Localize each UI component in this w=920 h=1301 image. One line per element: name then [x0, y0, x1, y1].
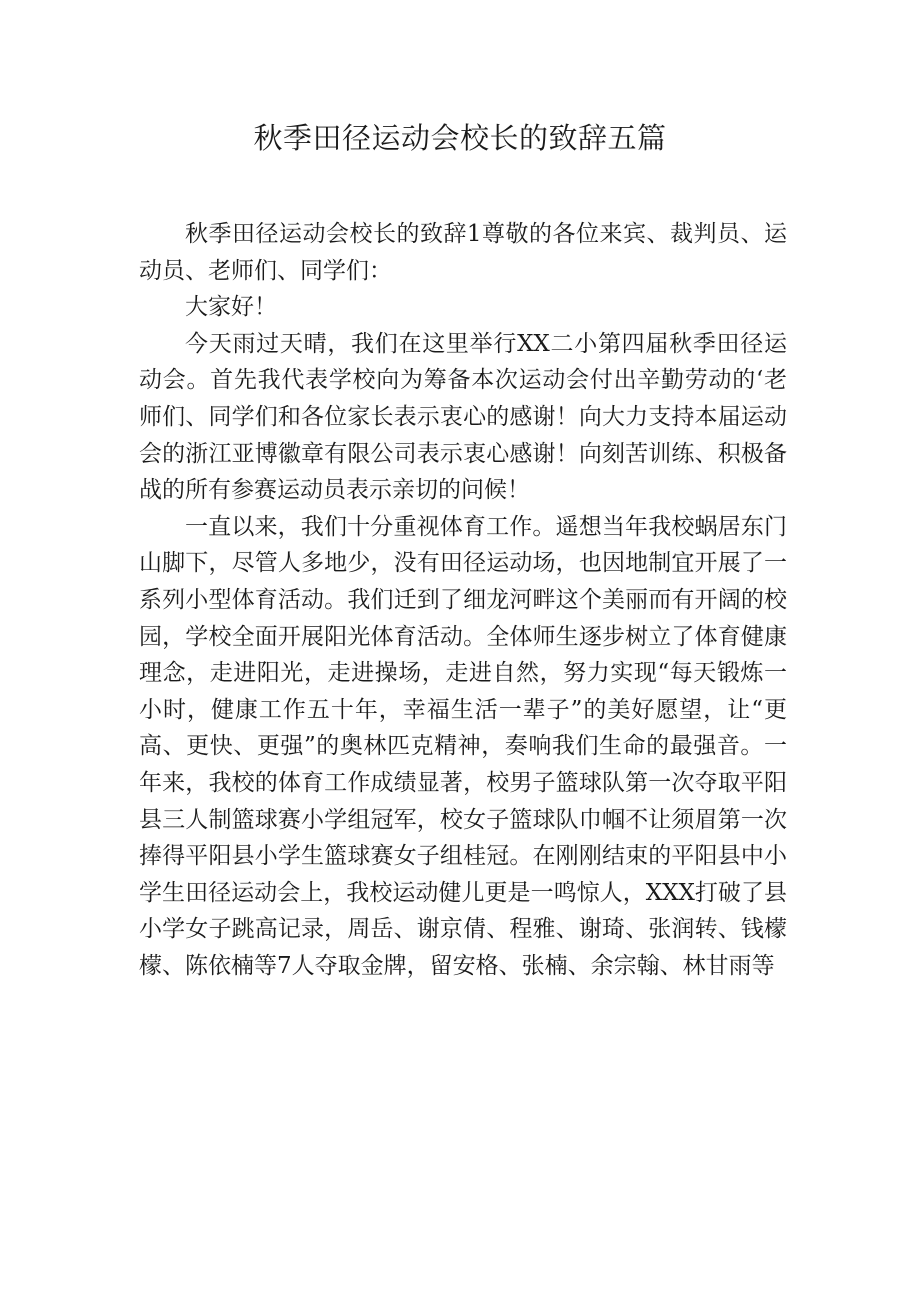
paragraph-sports-achievements: 一直以来，我们十分重视体育工作。遥想当年我校蜗居东门山脚下，尽管人多地少，没有田径运动场，也因地制宜开展了一系列小型体育活动。我们迁到了细龙河畔这个美丽而有开阔的校园，学校全面开展阳光体育活动。全体师生逐步树立了体育健康理念，走进阳光，走进操场，走进自然，努力实现“每天锻炼一小时，健康工作五十年，幸福生活一辈子”的美好愿望，让“更高、更快、更强”的奥林匹克精神，奏响我们生命的最强音。一年来，我校的体育工作成绩显著，校男子篮球队第一次夺取平阳县三人制篮球赛小学组冠军，校女子篮球队巾帼不让须眉第一次捧得平阳县小学生篮球赛女子组桂冠。在刚刚结束的平阳县中小学生田径运动会上，我校运动健儿更是一鸣惊人，XXX打破了县小学女子跳高记录，周岳、谢京倩、程雅、谢琦、张润转、钱檬檬、陈依楠等7人夺取金牌，留安格、张楠、余宗翰、林甘雨等: [139, 513, 787, 979]
document-body: [139, 216, 787, 984]
document-title: 秋季田径运动会校长的致辞五篇: [253, 121, 667, 155]
paragraph-hello: 大家好！: [185, 294, 277, 321]
paragraph-opening: 今天雨过天晴，我们在这里举行XX二小第四届秋季田径运动会。首先我代表学校向为筹备本次运动会付出辛勤劳动的‘老师们、同学们和各位家长表示衷心的感谢！向大力支持本届运动会的浙江亚博徽章有限公司表示衷心感谢！向刻苦训练、积极备战的所有参赛运动员表示亲切的问候！: [139, 330, 787, 504]
paragraph-greeting-addressees: 秋季田径运动会校长的致辞1尊敬的各位来宾、裁判员、运动员、老师们、同学们：: [139, 221, 787, 284]
